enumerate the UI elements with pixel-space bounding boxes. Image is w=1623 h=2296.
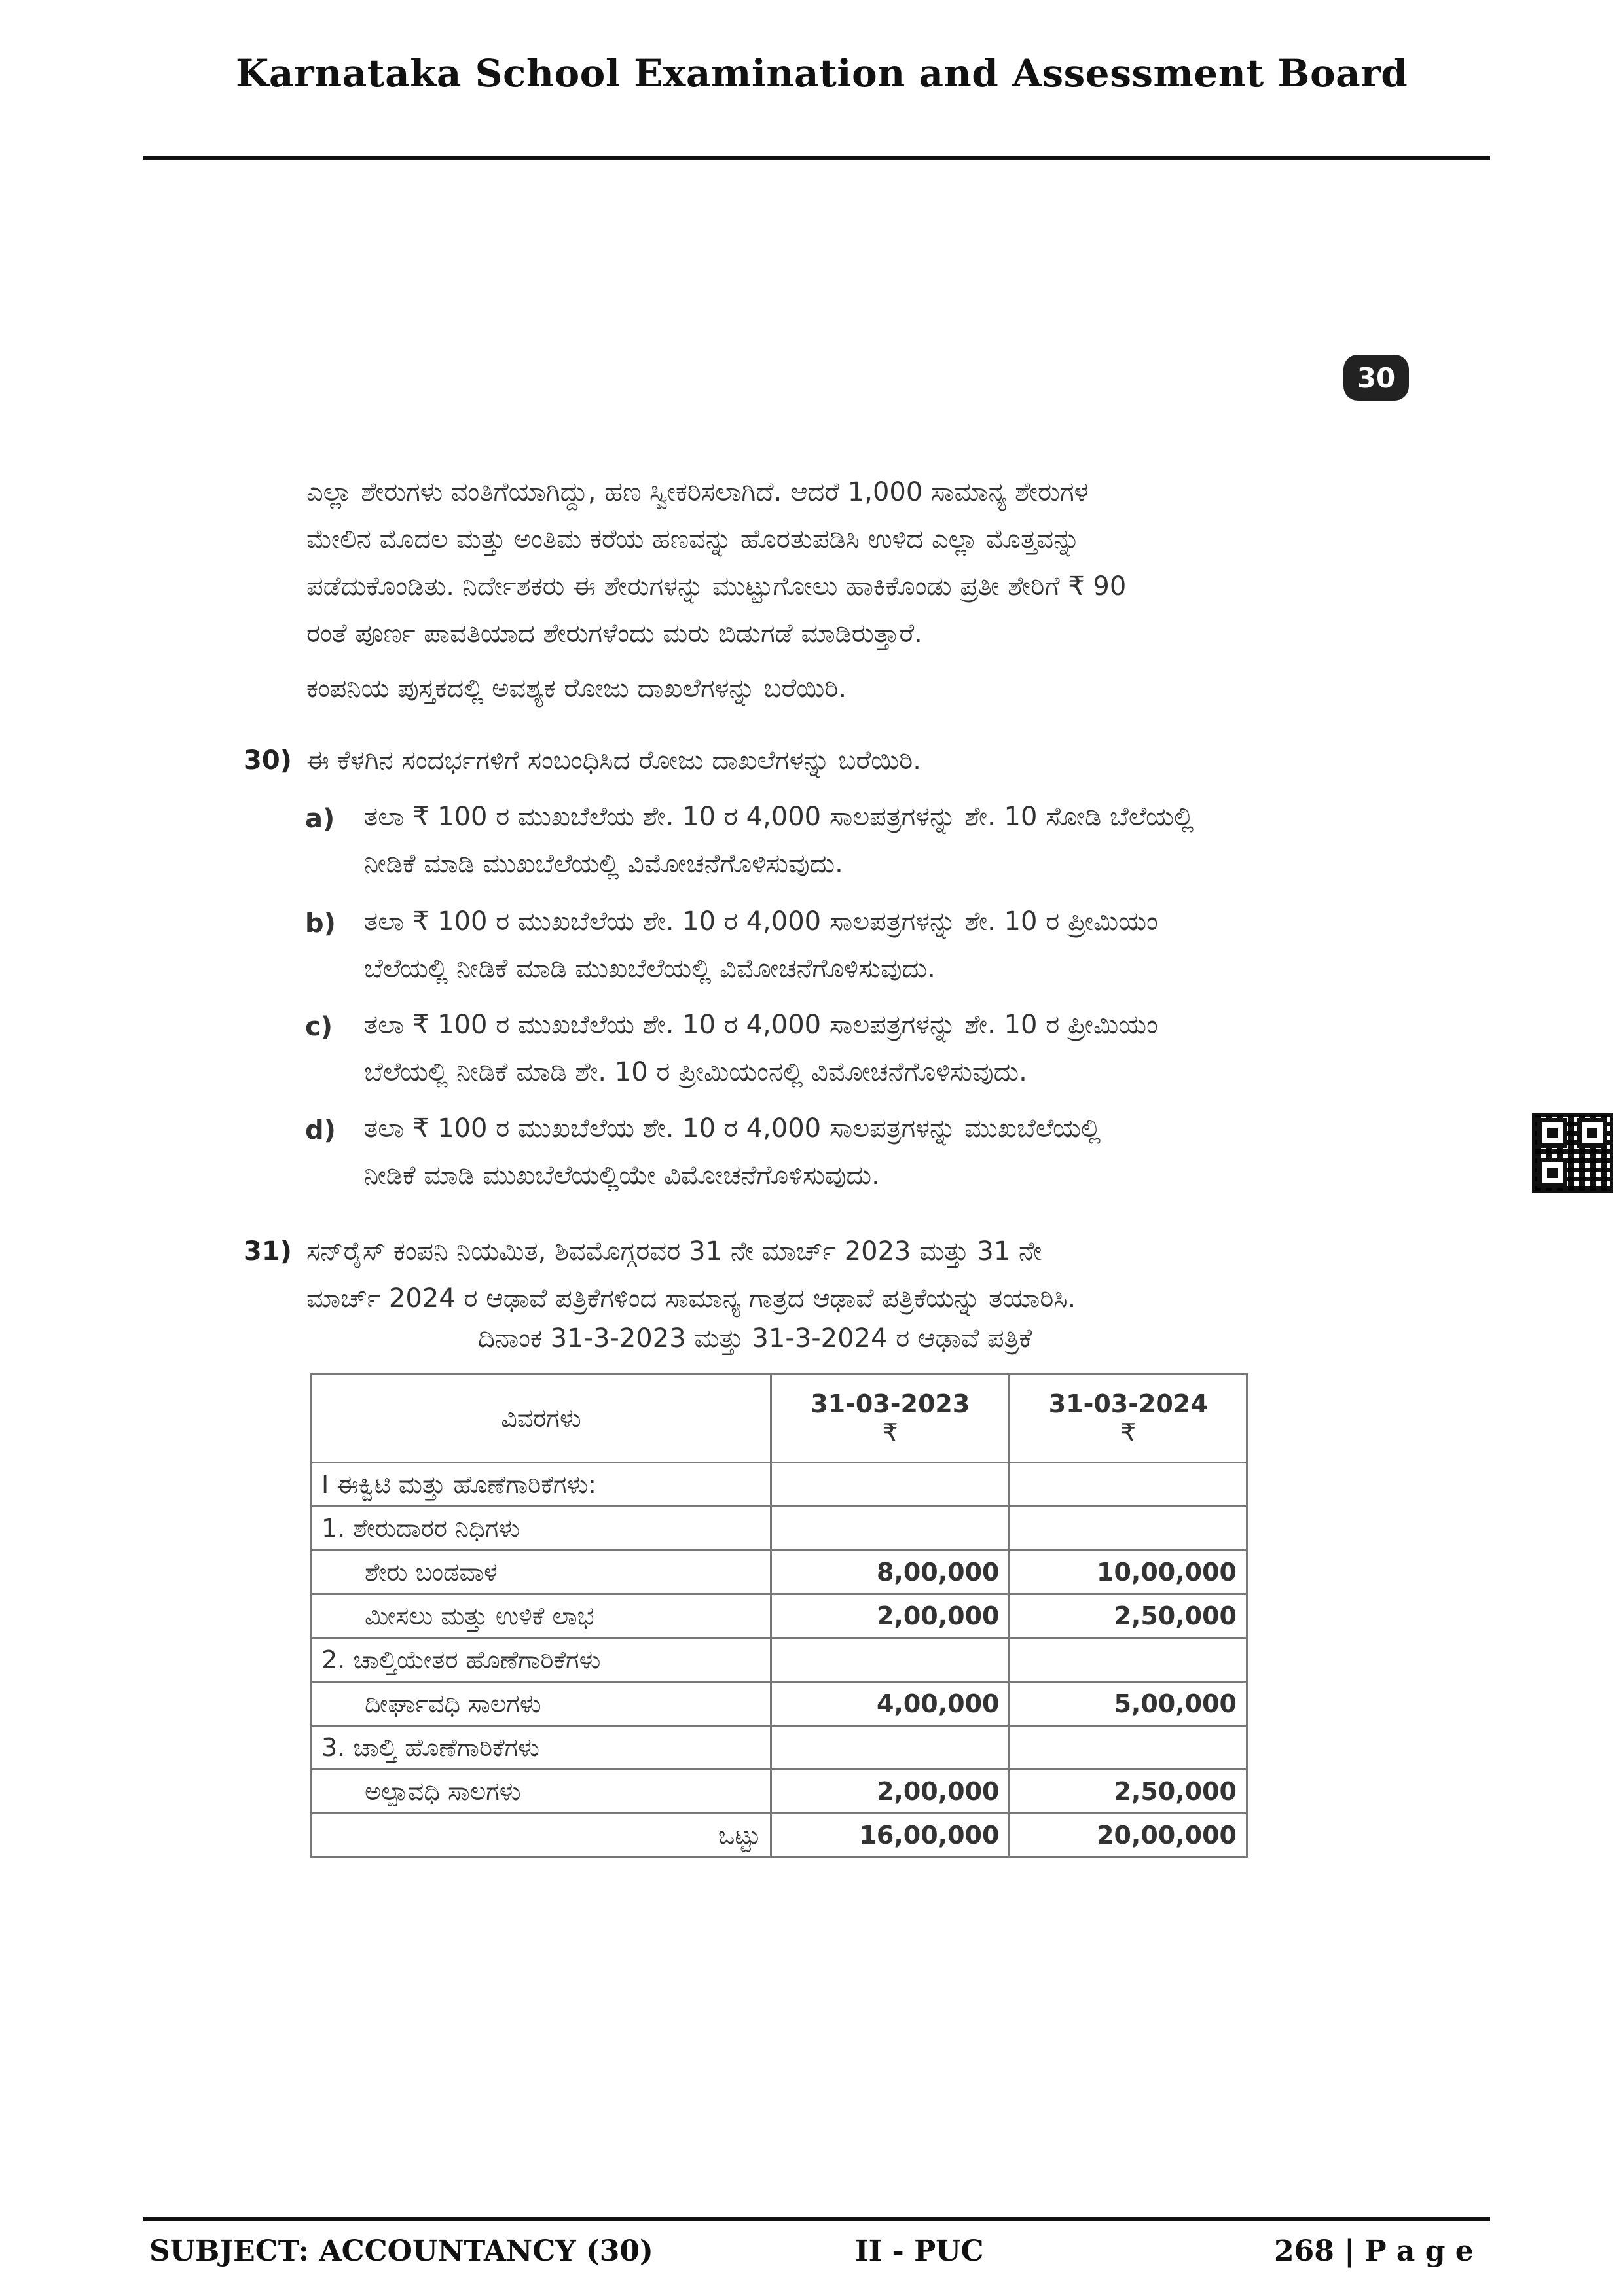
q30-item-b-label: b): [305, 908, 336, 939]
table-total-row: [312, 1814, 1247, 1857]
header-2024-date: 31-03-2024: [1048, 1390, 1208, 1418]
row-value-2024: [1010, 1638, 1247, 1682]
row-label: 3. ಚಾಲ್ತಿ ಹೊಣೆಗಾರಿಕೆಗಳು: [312, 1726, 771, 1770]
table-row: [312, 1507, 1247, 1551]
row-value-2024: [1010, 1507, 1247, 1551]
q30-item-a-label: a): [305, 804, 335, 834]
table-row: [312, 1551, 1247, 1594]
q30-item-c-line2: ಬೆಲೆಯಲ್ಲಿ ನೀಡಿಕೆ ಮಾಡಿ ಶೇ. 10 ರ ಪ್ರೀಮಿಯಂನಲ್ಲಿ ವಿಮೋಚನೆಗೊಳಿಸುವುದು.: [364, 1057, 1027, 1087]
row-label: ದೀರ್ಘಾವಧಿ ಸಾಲಗಳು: [312, 1682, 771, 1726]
header-2023: [771, 1374, 1010, 1463]
header-2024-currency: ₹: [1120, 1418, 1137, 1447]
page-header-title: Karnataka School Examination and Assessment Board: [236, 51, 1408, 96]
header-2023-date: 31-03-2023: [811, 1390, 970, 1418]
qr-finder-pattern: [1537, 1118, 1567, 1148]
q30-item-c-line1: ತಲಾ ₹ 100 ರ ಮುಖಬೆಲೆಯ ಶೇ. 10 ರ 4,000 ಸಾಲಪತ್ರಗಳನ್ನು ಶೇ. 10 ರ ಪ್ರೀಮಿಯಂ: [364, 1010, 1158, 1040]
q30-item-d-label: d): [305, 1115, 336, 1145]
header-2024: [1010, 1374, 1247, 1463]
row-value-2023: 4,00,000: [771, 1682, 1010, 1726]
footer-subject: SUBJECT: ACCOUNTANCY (30): [149, 2234, 653, 2268]
table-row: [312, 1770, 1247, 1814]
total-label: ಒಟ್ಟು: [312, 1814, 771, 1857]
total-value-2024: 20,00,000: [1010, 1814, 1247, 1857]
q30-item-d-line2: ನೀಡಿಕೆ ಮಾಡಿ ಮುಖಬೆಲೆಯಲ್ಲಿಯೇ ವಿಮೋಚನೆಗೊಳಿಸುವುದು.: [364, 1160, 880, 1191]
row-value-2023: 2,00,000: [771, 1594, 1010, 1638]
qr-finder-pattern: [1577, 1118, 1607, 1148]
balance-sheet-caption: ದಿನಾಂಕ 31-3-2023 ಮತ್ತು 31-3-2024 ರ ಆಢಾವೆ ಪತ್ರಿಕೆ: [478, 1323, 1032, 1354]
question-30-text: ಈ ಕೆಳಗಿನ ಸಂದರ್ಭಗಳಿಗೆ ಸಂಬಂಧಿಸಿದ ರೋಜು ದಾಖಲೆಗಳನ್ನು ಬರೆಯಿರಿ.: [306, 745, 922, 776]
row-value-2024: 5,00,000: [1010, 1682, 1247, 1726]
row-value-2023: [771, 1507, 1010, 1551]
row-value-2023: 2,00,000: [771, 1770, 1010, 1814]
row-label: ಶೇರು ಬಂಡವಾಳ: [312, 1551, 771, 1594]
q30-item-a-line2: ನೀಡಿಕೆ ಮಾಡಿ ಮುಖಬೆಲೆಯಲ್ಲಿ ವಿಮೋಚನೆಗೊಳಿಸುವುದು.: [364, 849, 843, 879]
table-row: [312, 1463, 1247, 1507]
row-value-2023: 8,00,000: [771, 1551, 1010, 1594]
question-31-line2: ಮಾರ್ಚ್ 2024 ರ ಆಢಾವೆ ಪತ್ರಿಕೆಗಳಿಂದ ಸಾಮಾನ್ಯ ಗಾತ್ರದ ಆಢಾವೆ ಪತ್ರಿಕೆಯನ್ನು ತಯಾರಿಸಿ.: [306, 1283, 1076, 1314]
footer-class: II - PUC: [855, 2234, 984, 2268]
row-label: 1. ಶೇರುದಾರರ ನಿಧಿಗಳು: [312, 1507, 771, 1551]
footer-divider: [143, 2217, 1490, 2221]
paragraph-line: ಎಲ್ಲಾ ಶೇರುಗಳು ವಂತಿಗೆಯಾಗಿದ್ದು, ಹಣ ಸ್ವೀಕರಿಸಲಾಗಿದೆ. ಆದರೆ 1,000 ಸಾಮಾನ್ಯ ಶೇರುಗಳ: [306, 477, 1089, 507]
q30-item-c-label: c): [305, 1012, 333, 1042]
table-row: [312, 1594, 1247, 1638]
row-value-2024: 2,50,000: [1010, 1770, 1247, 1814]
row-label: ಅಲ್ಪಾವಧಿ ಸಾಲಗಳು: [312, 1770, 771, 1814]
qr-code-icon[interactable]: [1532, 1113, 1613, 1193]
row-value-2023: [771, 1463, 1010, 1507]
row-value-2023: [771, 1726, 1010, 1770]
question-31-number: 31): [244, 1236, 292, 1266]
header-2023-currency: ₹: [882, 1418, 898, 1447]
row-value-2023: [771, 1638, 1010, 1682]
question-31-line1: ಸನ್‌ರೈಸ್ ಕಂಪನಿ ನಿಯಮಿತ, ಶಿವಮೊಗ್ಗರವರ 31 ನೇ ಮಾರ್ಚ್ 2023 ಮತ್ತು 31 ನೇ: [306, 1236, 1042, 1266]
header-particulars: ವಿವರಗಳು: [312, 1374, 771, 1463]
row-value-2024: 10,00,000: [1010, 1551, 1247, 1594]
q30-item-b-line2: ಬೆಲೆಯಲ್ಲಿ ನೀಡಿಕೆ ಮಾಡಿ ಮುಖಬೆಲೆಯಲ್ಲಿ ವಿಮೋಚನೆಗೊಳಿಸುವುದು.: [364, 954, 936, 984]
paragraph-line: ಪಡೆದುಕೊಂಡಿತು. ನಿರ್ದೇಶಕರು ಈ ಶೇರುಗಳನ್ನು ಮುಟ್ಟುಗೋಲು ಹಾಕಿಕೊಂಡು ಪ್ರತೀ ಶೇರಿಗೆ ₹ 90: [306, 571, 1127, 601]
total-value-2023: 16,00,000: [771, 1814, 1010, 1857]
row-label: 2. ಚಾಲ್ತಿಯೇತರ ಹೊಣೆಗಾರಿಕೆಗಳು: [312, 1638, 771, 1682]
row-label: ಮೀಸಲು ಮತ್ತು ಉಳಿಕೆ ಲಾಭ: [312, 1594, 771, 1638]
question-number-badge: 30: [1343, 355, 1409, 401]
table-header-row: [312, 1374, 1247, 1463]
q30-item-d-line1: ತಲಾ ₹ 100 ರ ಮುಖಬೆಲೆಯ ಶೇ. 10 ರ 4,000 ಸಾಲಪತ್ರಗಳನ್ನು ಮುಖಬೆಲೆಯಲ್ಲಿ: [364, 1113, 1101, 1143]
question-30-number: 30): [244, 745, 292, 776]
row-value-2024: [1010, 1726, 1247, 1770]
row-value-2024: 2,50,000: [1010, 1594, 1247, 1638]
header-divider: [143, 156, 1490, 160]
table-row: [312, 1638, 1247, 1682]
q30-item-a-line1: ತಲಾ ₹ 100 ರ ಮುಖಬೆಲೆಯ ಶೇ. 10 ರ 4,000 ಸಾಲಪತ್ರಗಳನ್ನು ಶೇ. 10 ಸೋಡಿ ಬೆಲೆಯಲ್ಲಿ: [364, 802, 1194, 832]
table-row: [312, 1682, 1247, 1726]
balance-sheet-table: [310, 1373, 1248, 1858]
footer-page-number: 268 | P a g e: [1274, 2234, 1474, 2268]
row-value-2024: [1010, 1463, 1247, 1507]
paragraph-line: ಮೇಲಿನ ಮೊದಲ ಮತ್ತು ಅಂತಿಮ ಕರೆಯ ಹಣವನ್ನು ಹೊರತುಪಡಿಸಿ ಉಳಿದ ಎಲ್ಲಾ ಮೊತ್ತವನ್ನು: [306, 524, 1080, 554]
qr-finder-pattern: [1537, 1158, 1567, 1188]
table-row: [312, 1726, 1247, 1770]
q30-item-b-line1: ತಲಾ ₹ 100 ರ ಮುಖಬೆಲೆಯ ಶೇ. 10 ರ 4,000 ಸಾಲಪತ್ರಗಳನ್ನು ಶೇ. 10 ರ ಪ್ರೀಮಿಯಂ: [364, 906, 1158, 937]
row-label: I ಈಕ್ವಿಟಿ ಮತ್ತು ಹೊಣೆಗಾರಿಕೆಗಳು:: [312, 1463, 771, 1507]
paragraph-line: ರಂತೆ ಪೂರ್ಣ ಪಾವತಿಯಾದ ಶೇರುಗಳೆಂದು ಮರು ಬಿಡುಗಡೆ ಮಾಡಿರುತ್ತಾರೆ.: [306, 619, 922, 649]
paragraph-instruction: ಕಂಪನಿಯ ಪುಸ್ತಕದಲ್ಲಿ ಅವಶ್ಯಕ ರೋಜು ದಾಖಲೆಗಳನ್ನು ಬರೆಯಿರಿ.: [306, 673, 847, 704]
